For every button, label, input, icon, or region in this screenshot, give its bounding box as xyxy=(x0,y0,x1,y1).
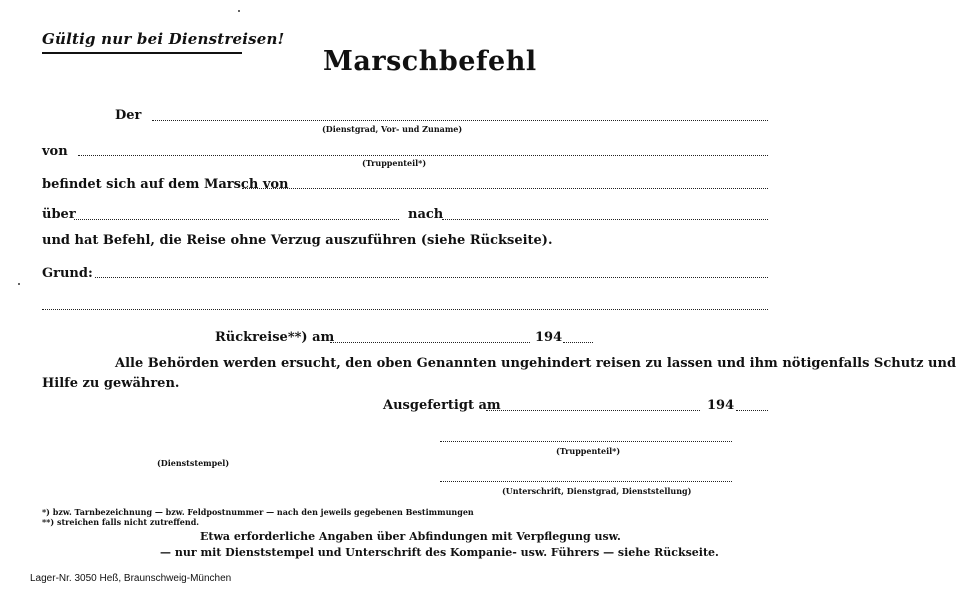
footnote-2: **) streichen falls nicht zutreffend. xyxy=(42,517,200,527)
von-caption: (Truppenteil*) xyxy=(362,158,427,168)
nach-field[interactable] xyxy=(442,219,768,220)
der-label: Der xyxy=(115,108,142,123)
rueckreise-year-field[interactable] xyxy=(563,342,593,343)
notice-line2: — nur mit Dienststempel und Unterschrift des Kompanie- usw. Führers — siehe Rückseite. xyxy=(160,546,719,559)
ausgefertigt-date-field[interactable] xyxy=(486,410,700,411)
document-title: Marschbefehl xyxy=(323,46,537,77)
validity-underline xyxy=(42,52,242,54)
marsch-label: befindet sich auf dem Marsch von xyxy=(42,177,289,192)
notice-line1: Etwa erforderliche Angaben über Abfindungen mit Verpflegung usw. xyxy=(200,530,621,543)
der-caption: (Dienstgrad, Vor- und Zuname) xyxy=(322,124,463,134)
rueckreise-label: Rückreise**) am xyxy=(215,330,335,345)
befehl-text: und hat Befehl, die Reise ohne Verzug auszuführen (siehe Rückseite). xyxy=(42,233,553,248)
scan-speck xyxy=(238,10,240,12)
marsch-von-field[interactable] xyxy=(242,188,768,189)
ueber-label: über xyxy=(42,207,76,222)
rueckreise-year: 194 xyxy=(535,330,563,345)
validity-note: Gültig nur bei Dienstreisen! xyxy=(42,30,285,48)
request-line2: Hilfe zu gewähren. xyxy=(42,376,180,391)
grund-field[interactable] xyxy=(95,277,768,278)
printer-imprint: Lager-Nr. 3050 Heß, Braunschweig-München xyxy=(30,573,232,584)
request-line1: Alle Behörden werden ersucht, den oben Genannten ungehindert reisen zu lassen und ihm nötigenfalls Schutz und xyxy=(115,356,956,371)
von-label: von xyxy=(42,144,68,159)
ausgefertigt-year: 194 xyxy=(707,398,735,413)
ueber-field[interactable] xyxy=(74,219,399,220)
grund-field-line2[interactable] xyxy=(42,309,768,310)
von-unit-field[interactable] xyxy=(78,155,768,156)
truppenteil-field[interactable] xyxy=(440,441,732,442)
scan-speck xyxy=(18,283,20,285)
nach-label: nach xyxy=(408,207,444,222)
signature-caption: (Unterschrift, Dienstgrad, Dienststellung) xyxy=(502,486,692,496)
footnote-1: *) bzw. Tarnbezeichnung — bzw. Feldpostnummer — nach den jeweils gegebenen Bestimmungen xyxy=(42,507,474,517)
signature-field[interactable] xyxy=(440,481,732,482)
grund-label: Grund: xyxy=(42,266,93,281)
rueckreise-date-field[interactable] xyxy=(330,342,530,343)
dienststempel-caption: (Dienststempel) xyxy=(157,458,230,468)
der-name-field[interactable] xyxy=(152,120,768,121)
ausgefertigt-label: Ausgefertigt am xyxy=(383,398,501,413)
ausgefertigt-year-field[interactable] xyxy=(736,410,768,411)
truppenteil-caption: (Truppenteil*) xyxy=(556,446,621,456)
